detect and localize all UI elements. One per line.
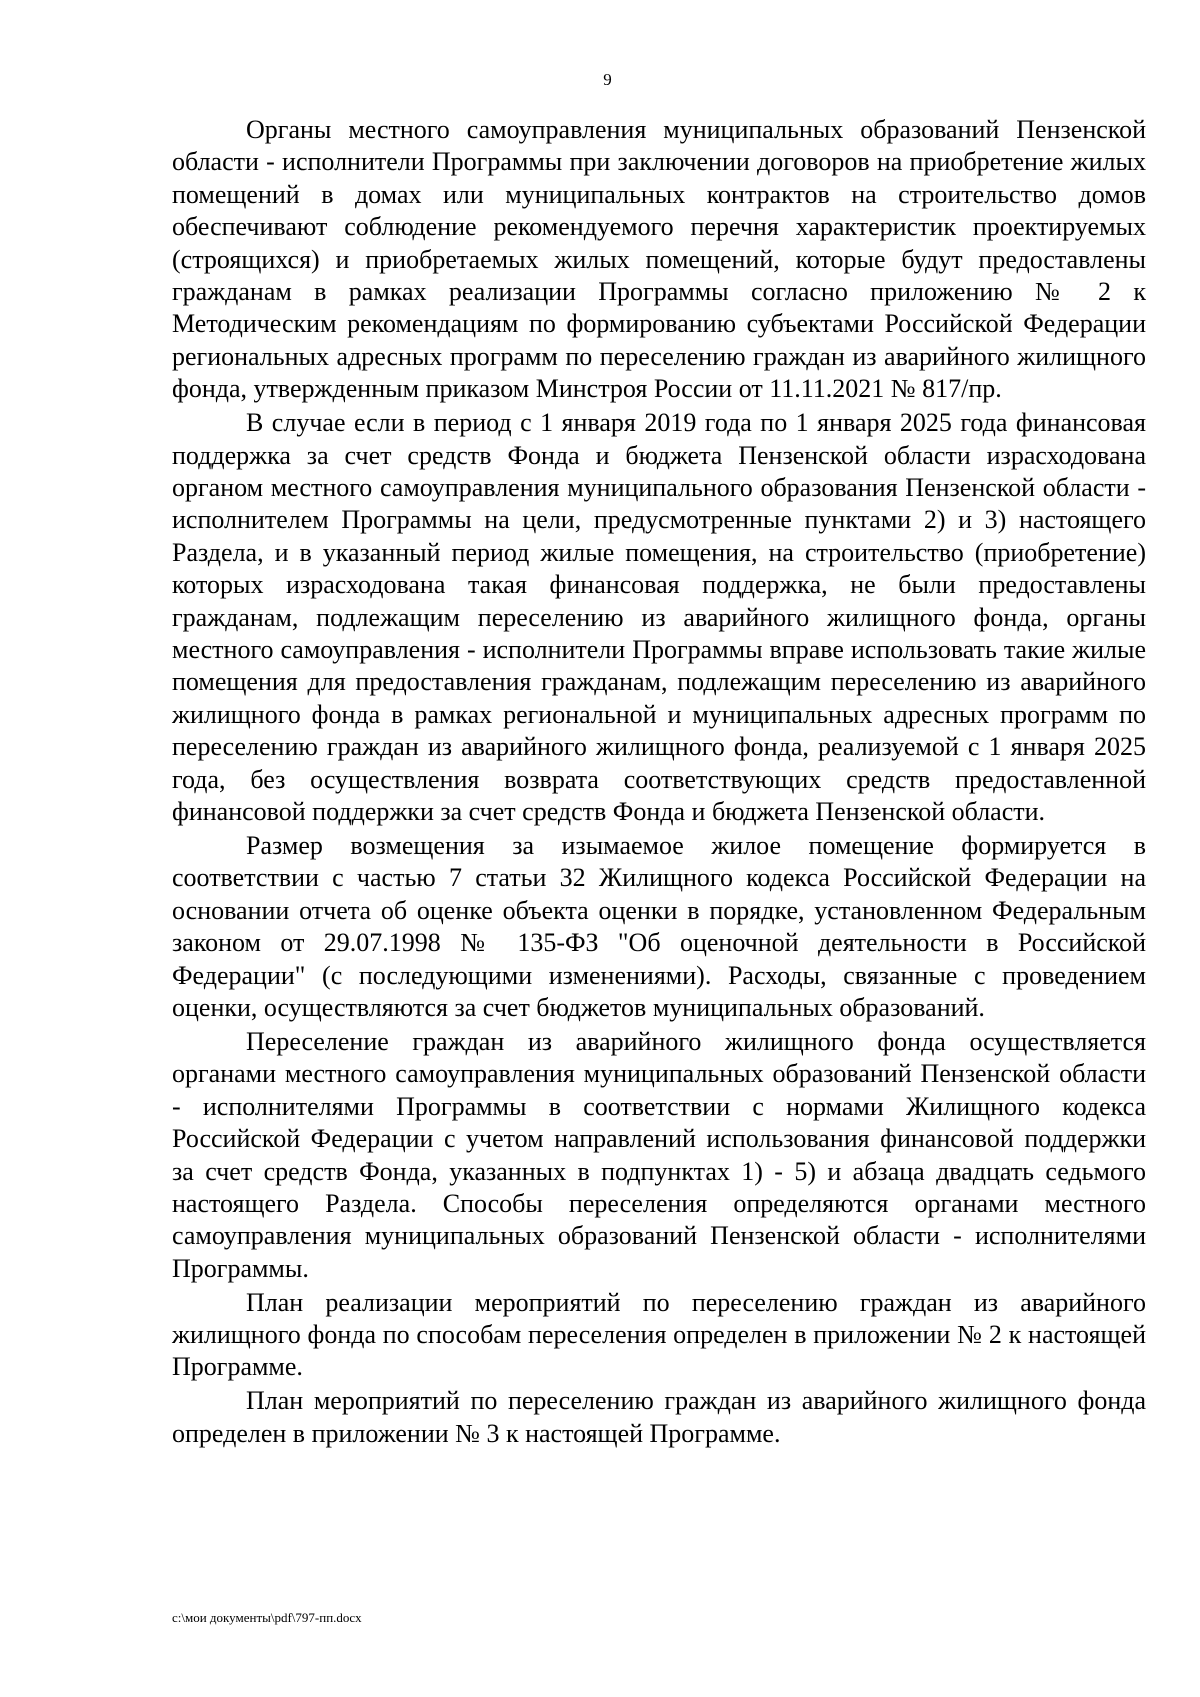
paragraph-resettlement-methods: Переселение граждан из аварийного жилищного фонда осуществляется органами местного самоуправления муниципальных образований Пензенской области - исполнителями Программы в соответствии с нормами Жилищного кодекса Российской Федерации с учетом направлений использования финансовой поддержки за счет средств Фонда, указанных в подпунктах 1) - 5) и абзаца двадцать седьмого настоящего Раздела. Способы переселения определяются органами местного самоуправления муниципальных образований Пензенской области - исполнителями Программы. <box>172 1026 1146 1283</box>
document-body <box>172 114 1146 1452</box>
file-path-footer: c:\мои документы\pdf\797-пп.docx <box>172 1610 362 1625</box>
page-number: 9 <box>603 70 612 89</box>
paragraph-financial-support-usage: В случае если в период с 1 января 2019 года по 1 января 2025 года финансовая поддержка за счет средств Фонда и бюджета Пензенской области израсходована органом местного самоуправления муниципального образования Пензенской области - исполнителем Программы на цели, предусмотренные пунктами 2) и 3) настоящего Раздела, и в указанный период жилые помещения, на строительство (приобретение) которых израсходована такая финансовая поддержка, не были предоставлены гражданам, подлежащим переселению из аварийного жилищного фонда, органы местного самоуправления - исполнители Программы вправе использовать такие жилые помещения для предоставления гражданам, подлежащим переселению из аварийного жилищного фонда в рамках региональной и муниципальных адресных программ по переселению граждан из аварийного жилищного фонда, реализуемой с 1 января 2025 года, без осуществления возврата соответствующих средств предоставленной финансовой поддержки за счет средств Фонда и бюджета Пензенской области. <box>172 408 1146 827</box>
paragraph-compensation-amount: Размер возмещения за изымаемое жилое помещение формируется в соответствии с частью 7 статьи 32 Жилищного кодекса Российской Федерации на основании отчета об оценке объекта оценки в порядке, установленном Федеральным законом от 29.07.1998 № 135-ФЗ "Об оценочной деятельности в Российской Федерации" (с последующими изменениями). Расходы, связанные с проведением оценки, осуществляются за счет бюджетов муниципальных образований. <box>172 830 1146 1022</box>
paragraph-implementation-plan: План реализации мероприятий по переселению граждан из аварийного жилищного фонда по способам переселения определен в приложении № 2 к настоящей Программе. <box>172 1287 1146 1382</box>
paragraph-developer-requirements: Органы местного самоуправления муниципальных образований Пензенской области - исполнители Программы при заключении договоров на приобретение жилых помещений в домах или муниципальных контрактов на строительство домов обеспечивают соблюдение рекомендуемого перечня характеристик проектируемых (строящихся) и приобретаемых жилых помещений, которые будут предоставлены гражданам в рамках реализации Программы согласно приложению № 2 к Методическим рекомендациям по формированию субъектами Российской Федерации региональных адресных программ по переселению граждан из аварийного жилищного фонда, утвержденным приказом Минстроя России от 11.11.2021 № 817/пр. <box>172 115 1146 404</box>
paragraph-activities-plan: План мероприятий по переселению граждан из аварийного жилищного фонда определен в приложении № 3 к настоящей Программе. <box>172 1386 1146 1448</box>
